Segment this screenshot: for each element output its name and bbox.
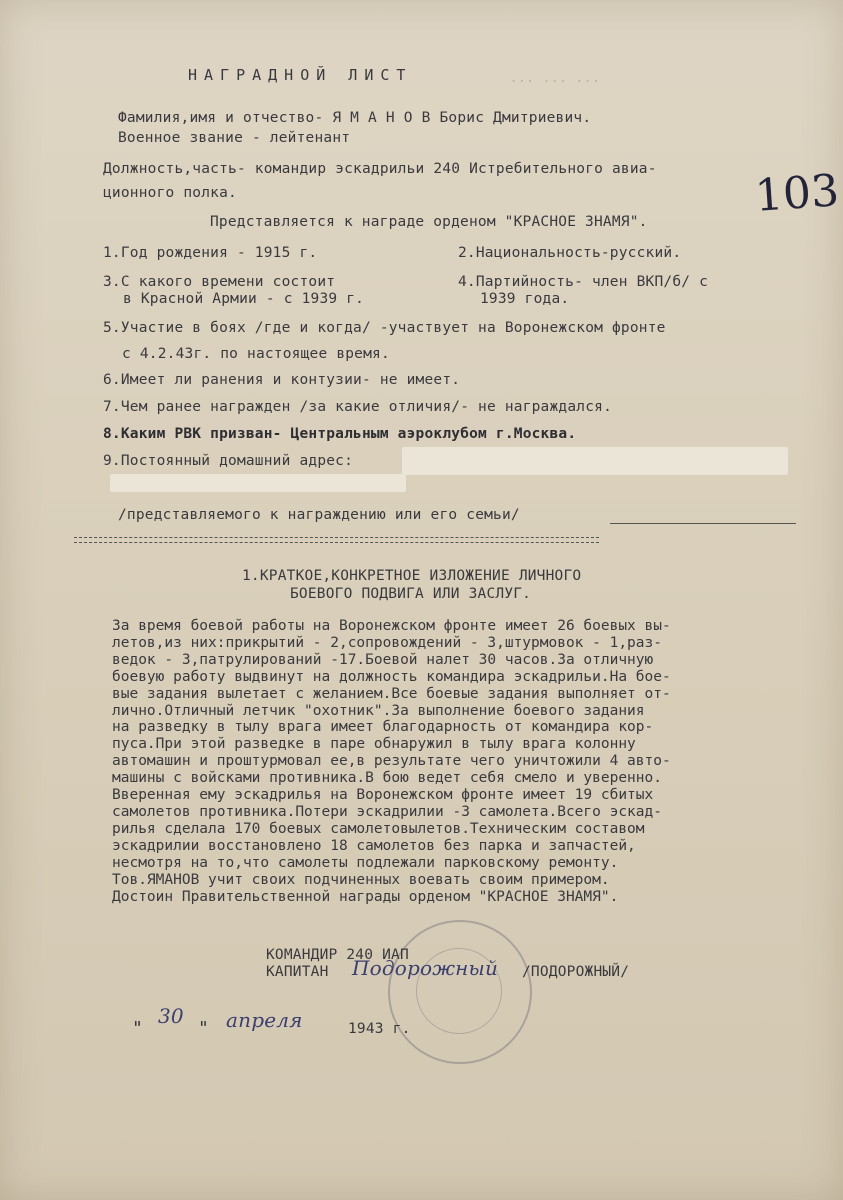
date-year: 1943 г. [348,1021,411,1037]
separator-top [74,537,599,538]
section-title-1: 1.КРАТКОЕ,КОНКРЕТНОЕ ИЗЛОЖЕНИЕ ЛИЧНОГО [242,568,582,584]
signature-rank: КАПИТАН [266,964,329,980]
field-family-note: /представляемого к награждению или его семьи/ [118,507,520,523]
date-quote-open: " [132,1018,144,1039]
field-battles-2: с 4.2.43г. по настоящее время. [122,346,390,362]
paragraph-line: самолетов противника.Потери эскадрилии -3 самолета.Всего эскад- [112,803,662,820]
official-stamp [388,920,532,1064]
paragraph-line: автомашин и проштурмовал ее,в результате чего уничтожили 4 авто- [112,753,671,770]
field-birth-year: 1.Год рождения - 1915 г. [103,245,318,261]
document-title: НАГРАДНОЙ ЛИСТ [188,66,413,84]
paragraph-line: машины с войсками противника.В бою ведет себя смело и уверенно. [112,770,662,787]
separator-bottom [74,542,599,543]
name-line: Фамилия,имя и отчество- Я М А Н О В Борис Дмитриевич. [118,110,592,126]
paragraph-line: эскадрилии восстановлено 18 самолетов без парка и запчастей, [112,837,636,854]
date-day: 30 [158,1004,184,1028]
date-month: апреля [226,1008,303,1032]
field-address: 9.Постоянный домашний адрес: [103,453,354,469]
field-wounds: 6.Имеет ли ранения и контузии- не имеет. [103,372,461,388]
field-nationality: 2.Национальность-русский. [458,245,682,261]
signature-name: /ПОДОРОЖНЫЙ/ [522,964,630,980]
date-quote-close: " [198,1018,210,1039]
handwritten-number: 103 [753,165,841,222]
rank-line: Военное звание - лейтенант [118,130,351,146]
position-line-2: ционного полка. [103,185,237,201]
field-party-2: 1939 года. [480,291,570,307]
achievement-paragraph [112,618,812,905]
paragraph-line: летов,из них:прикрытий - 2,сопровождений - 3,штурмовок - 1,раз- [112,634,662,651]
paragraph-line: ведок - 3,патрулирований -17.Боевой налет 30 часов.За отличную [112,651,654,668]
paragraph-line: Достоин Правительственной награды орденом "КРАСНОЕ ЗНАМЯ". [112,888,619,905]
paragraph-line: За время боевой работы на Воронежском фронте имеет 26 боевых вы- [112,618,671,634]
redacted-address [402,447,788,475]
redacted-address-2 [110,474,406,492]
signature-title: КОМАНДИР 240 ИАП [266,947,409,963]
position-line-1: Должность,часть- командир эскадрильи 240 Истребительного авиа- [103,161,657,177]
section-title-2: БОЕВОГО ПОДВИГА ИЛИ ЗАСЛУГ. [290,586,532,602]
paragraph-line: на разведку в тылу врага имеет благодарность от командира кор- [112,719,654,736]
paragraph-line: Вверенная ему эскадрилья на Воронежском фронте имеет 19 сбитых [112,787,654,804]
blank-line [610,523,796,524]
paragraph-line: боевую работу выдвинут на должность командира эскадрильи.На бое- [112,668,671,685]
paragraph-line: лично.Отличный летчик "охотник".За выполнение боевого задания [112,702,645,719]
paragraph-line: пуса.При этой разведке в паре обнаружил в тылу врага колонну [112,736,636,753]
field-party-1: 4.Партийность- член ВКП/б/ с [458,274,709,290]
paragraph-line: вые задания вылетает с желанием.Все боевые задания выполняет от- [112,685,671,702]
field-army-since-1: 3.С какого времени состоит [103,274,336,290]
field-battles-1: 5.Участие в боях /где и когда/ -участвует на Воронежском фронте [103,320,666,336]
paragraph-line: Тов.ЯМАНОВ учит своих подчиненных воевать своим примером. [112,871,610,888]
paragraph-line: рилья сделала 170 боевых самолетовылетов.Техническим составом [112,820,645,837]
field-army-since-2: в Красной Армии - с 1939 г. [123,291,365,307]
field-conscription: 8.Каким РВК призван- Центральным аэроклубом г.Москва. [103,426,577,442]
faint-note: ... ... ... [510,71,601,85]
field-previous-awards: 7.Чем ранее награжден /за какие отличия/- не награждался. [103,399,612,415]
handwritten-signature: Подорожный [352,956,499,980]
award-line: Представляется к награде орденом "КРАСНОЕ ЗНАМЯ". [210,214,648,230]
paragraph-line: несмотря на то,что самолеты подлежали парковскому ремонту. [112,854,619,871]
